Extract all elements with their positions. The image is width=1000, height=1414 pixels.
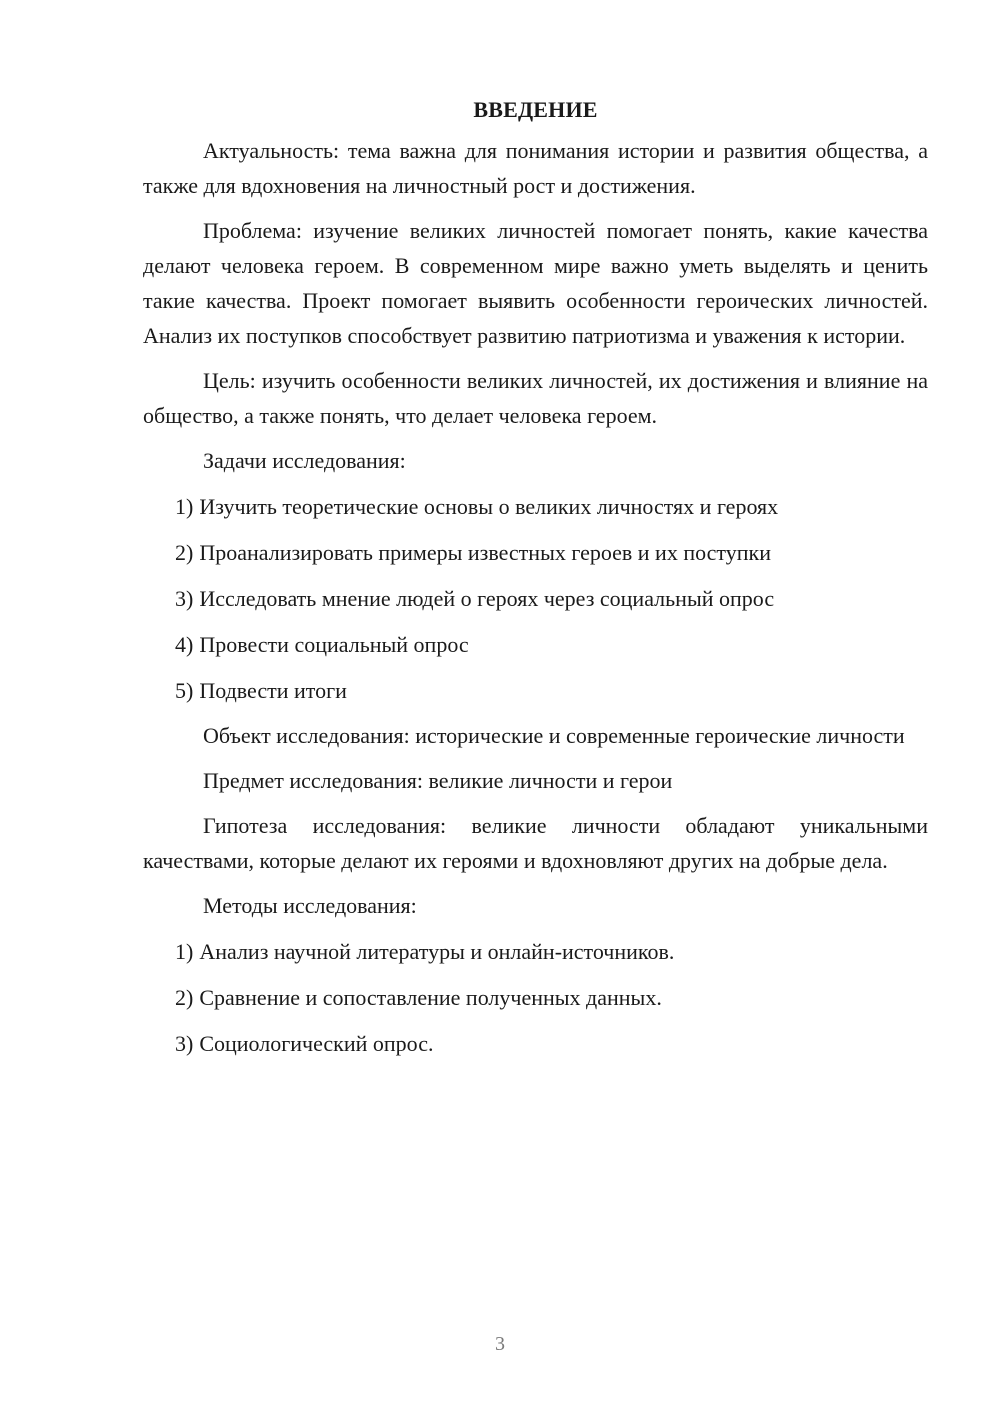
list-item-text: Подвести итоги — [199, 678, 347, 703]
list-item-text: Анализ научной литературы и онлайн-источников. — [199, 939, 675, 964]
list-item-number: 3) — [175, 1031, 194, 1056]
page-number: 3 — [495, 1333, 505, 1355]
tasks-heading: Задачи исследования: — [203, 448, 406, 473]
list-item-number: 3) — [175, 586, 194, 611]
list-item-number: 2) — [175, 540, 194, 565]
section-heading: ВВЕДЕНИЕ — [473, 97, 598, 122]
document-page — [143, 92, 928, 1061]
list-item-text: Сравнение и сопоставление полученных данных. — [199, 985, 662, 1010]
list-item — [175, 535, 928, 570]
paragraph-object: Объект исследования: исторические и современные героические личности — [203, 723, 905, 748]
methods-heading: Методы исследования: — [203, 893, 417, 918]
list-item-text: Провести социальный опрос — [199, 632, 469, 657]
list-item-text: Проанализировать примеры известных героев и их поступки — [199, 540, 771, 565]
list-item-number: 4) — [175, 632, 194, 657]
list-item — [175, 1026, 928, 1061]
list-item-text: Социологический опрос. — [199, 1031, 434, 1056]
paragraph-problem: Проблема: изучение великих личностей помогает понять, какие качества делают человека героем. В современном мире важно уметь выделять и ценить такие качества. Проект помогает выявить особенности героических личностей. Анализ их поступков способствует развитию патриотизма и уважения к истории. — [143, 218, 928, 348]
list-item — [175, 627, 928, 662]
paragraph-goal: Цель: изучить особенности великих личностей, их достижения и влияние на общество, а также понять, что делает человека героем. — [143, 368, 928, 428]
paragraph-subject: Предмет исследования: великие личности и герои — [203, 768, 673, 793]
list-item-number: 1) — [175, 939, 194, 964]
list-item-number: 5) — [175, 678, 194, 703]
list-item — [175, 673, 928, 708]
list-item-number: 2) — [175, 985, 194, 1010]
tasks-list — [143, 489, 928, 708]
list-item — [175, 980, 928, 1015]
list-item-number: 1) — [175, 494, 194, 519]
list-item — [175, 581, 928, 616]
list-item — [175, 489, 928, 524]
list-item-text: Изучить теоретические основы о великих личностях и героях — [199, 494, 779, 519]
paragraph-relevance: Актуальность: тема важна для понимания истории и развития общества, а также для вдохновения на личностный рост и достижения. — [143, 138, 928, 198]
list-item — [175, 934, 928, 969]
methods-list — [143, 934, 928, 1061]
list-item-text: Исследовать мнение людей о героях через социальный опрос — [199, 586, 775, 611]
paragraph-hypothesis: Гипотеза исследования: великие личности обладают уникальными качествами, которые делают их героями и вдохновляют других на добрые дела. — [143, 813, 928, 873]
